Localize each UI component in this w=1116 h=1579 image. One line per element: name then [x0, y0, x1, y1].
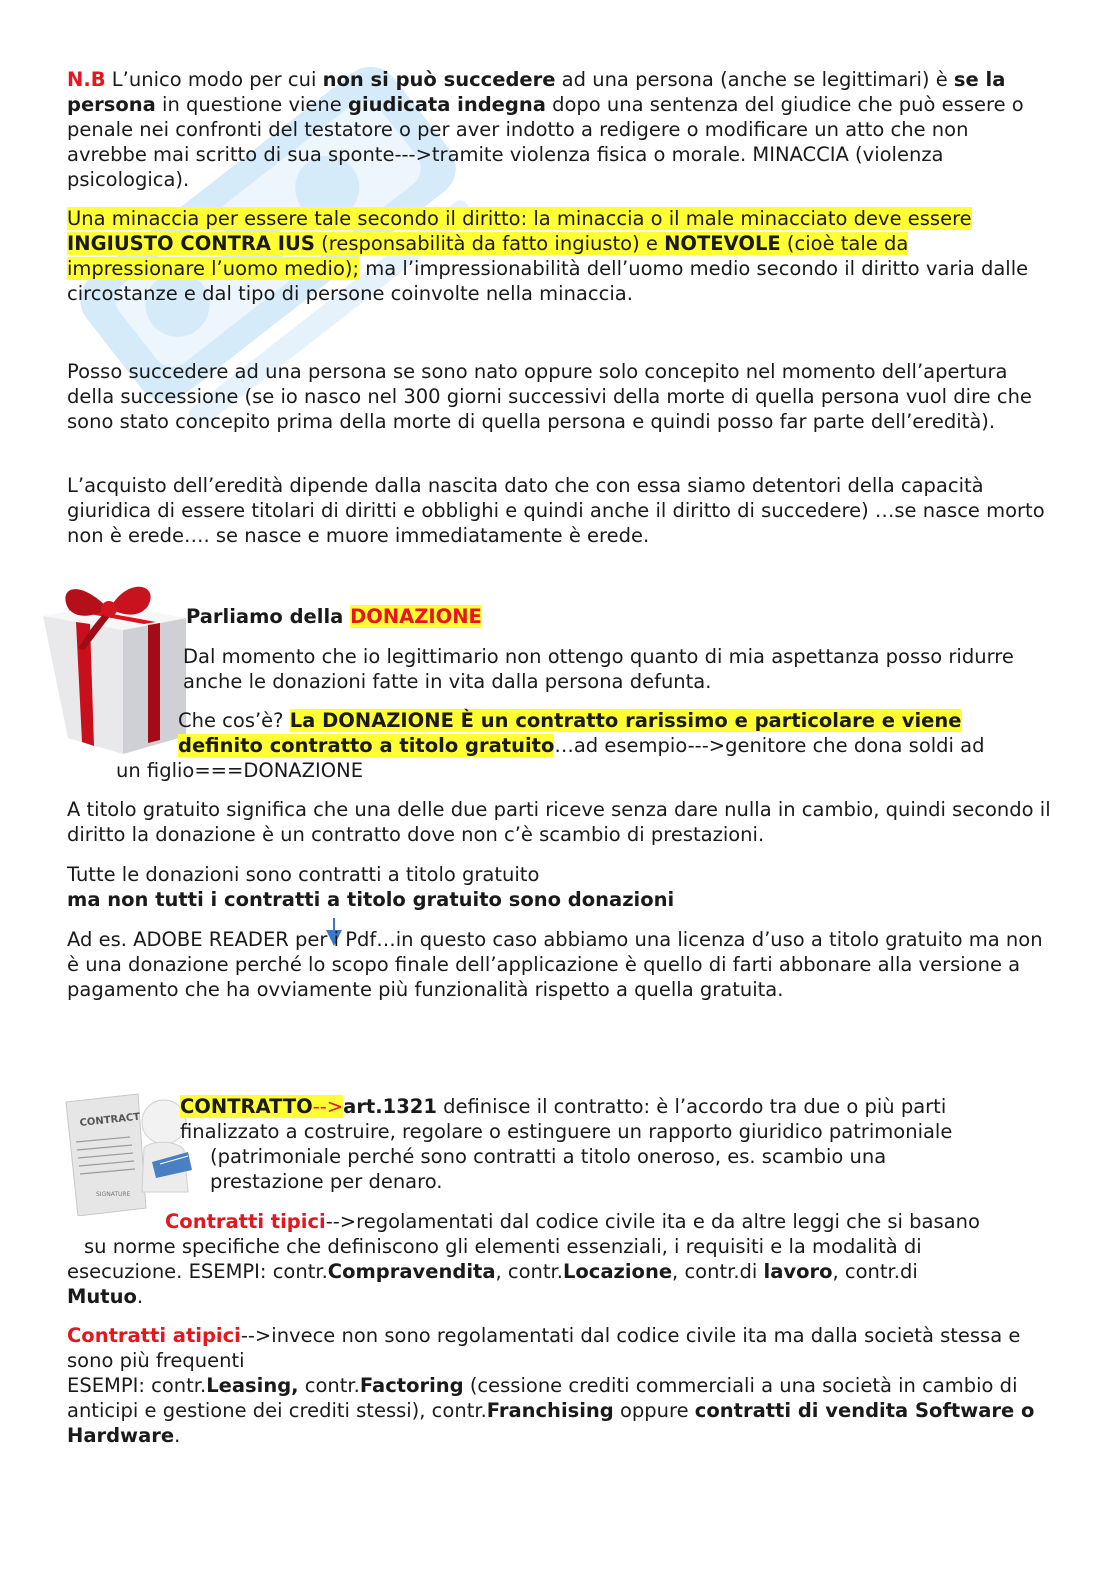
- donazione-title: [186, 604, 1056, 629]
- donazione-p1-text: Dal momento che io legittimario non ottengo quanto di mia aspettanza posso ridurre anche le donazioni fatte in vita dalla persona defunta.: [183, 645, 1014, 693]
- atipici-bold-1: Leasing,: [206, 1374, 299, 1397]
- nb-text-3: in questione viene: [155, 93, 348, 116]
- minaccia-highlight-3: (cioè tale da impressionare l’uomo medio);: [67, 232, 909, 280]
- minaccia-paragraph: [67, 206, 1052, 306]
- nb-bold-2: se la persona: [67, 68, 1006, 116]
- contratto-arrow: -->: [312, 1095, 344, 1118]
- donazione-definition: [178, 708, 1048, 758]
- tipici-bold-1: Compravendita: [327, 1260, 496, 1283]
- minaccia-text: ma l’impressionabilità dell’uomo medio secondo il diritto varia dalle circostanze e dal tipo di persone coinvolte nella minaccia.: [67, 257, 1029, 305]
- contratto-text-2: finalizzato a costruire, regolare o estinguere un rapporto giuridico patrimoniale: [180, 1120, 953, 1143]
- tipici-line2: [84, 1234, 1064, 1259]
- tipici-text-6: , contr.di: [832, 1260, 918, 1283]
- nb-text-2: ad una persona (anche se legittimari) è: [555, 68, 954, 91]
- minaccia-highlight-2: (responsabilità da fatto ingiusto) e: [314, 232, 665, 255]
- posso-text: Posso succedere ad una persona se sono nato oppure solo concepito nel momento dell’apertura della successione (se io nasco nel 300 giorni successivi della morte di quella persona vuol dire che sono stato concepito prima della morte di quella persona e quindi posso far parte dell’eredità).: [67, 360, 1032, 433]
- atipici-label: Contratti atipici: [67, 1324, 241, 1347]
- minaccia-highlight-1: Una minaccia per essere tale secondo il diritto: la minaccia o il male minacciato deve essere: [67, 207, 972, 230]
- contract-img-sig: SIGNATURE: [96, 1191, 131, 1198]
- minaccia-bold-1: INGIUSTO CONTRA IUS: [67, 232, 315, 255]
- contratto-text-3: (patrimoniale perché sono contratti a titolo oneroso, es. scambio una: [210, 1145, 887, 1168]
- nb-bold-1: non si può succedere: [322, 68, 556, 91]
- contratto-line3: [210, 1144, 1060, 1194]
- atipici-text-5: oppure: [613, 1399, 695, 1422]
- contratto-word: CONTRATTO: [180, 1095, 313, 1118]
- gift-icon: [38, 578, 188, 756]
- donazione-p3b-text: ma non tutti i contratti a titolo gratuito sono donazioni: [67, 888, 675, 911]
- tipici-text-2: su norme specifiche che definiscono gli elementi essenziali, i requisiti e la modalità di: [84, 1235, 922, 1258]
- atipici-bold-2: Factoring: [359, 1374, 464, 1397]
- nb-text-4: dopo una sentenza del giudice che può essere o penale nei confronti del testatore o per aver indotto a redigere o modificare un atto che non avrebbe mai scritto di sua sponte--->tramite violenza fisica o morale. MINACCIA (violenza psicologica).: [67, 93, 1024, 191]
- donazione-p3: [67, 862, 1052, 912]
- donazione-def-text: …ad esempio--->genitore che dona soldi ad: [554, 734, 985, 757]
- nb-label: N.B: [67, 68, 106, 91]
- donazione-p4: [67, 927, 1057, 1002]
- contratto-line1: [180, 1094, 1060, 1119]
- posso-paragraph: [67, 359, 1052, 434]
- donazione-p2: [67, 797, 1052, 847]
- atipici-text-3: contr.: [298, 1374, 360, 1397]
- donazione-p2-text: A titolo gratuito significa che una delle due parti riceve senza dare nulla in cambio, quindi secondo il diritto la donazione è un contratto dove non c’è scambio di prestazioni.: [67, 798, 1051, 846]
- atipici-paragraph: [67, 1323, 1057, 1448]
- atipici-text-4: (cessione crediti commerciali a una società in cambio di anticipi e gestione dei crediti stessi), contr.: [67, 1374, 1018, 1422]
- nb-bold-3: giudicata indegna: [347, 93, 546, 116]
- contract-img-label: CONTRACT: [79, 1111, 141, 1129]
- tipici-text-4: , contr.: [495, 1260, 563, 1283]
- tipici-label: Contratti tipici: [165, 1210, 326, 1233]
- atipici-text-6: .: [174, 1424, 181, 1447]
- donazione-def-text-2: un figlio===DONAZIONE: [116, 759, 364, 782]
- nb-paragraph: [67, 67, 1052, 192]
- contratto-line2: [180, 1119, 1060, 1144]
- tipici-text-7: .: [136, 1285, 144, 1308]
- acquisto-text: L’acquisto dell’eredità dipende dalla nascita dato che con essa siamo detentori della capacità giuridica di essere titolari di diritti e obblighi e quindi anche il diritto di succedere) …se nasce morto non è erede…. se nasce e muore immediatamente è erede.: [67, 474, 1045, 547]
- donazione-title-prefix: Parliamo della: [186, 605, 351, 628]
- tipici-line3: [67, 1259, 1057, 1309]
- donazione-def-bold: La DONAZIONE È un contratto rarissimo e particolare e viene definito contratto a titolo gratuito: [178, 709, 962, 757]
- donazione-p1: [183, 644, 1043, 694]
- contratto-text-1: definisce il contratto: è l’accordo tra due o più parti: [436, 1095, 947, 1118]
- minaccia-bold-2: NOTEVOLE: [664, 232, 781, 255]
- donazione-p4-text: Ad es. ADOBE READER per i Pdf…in questo caso abbiamo una licenza d’uso a titolo gratuito ma non è una donazione perché lo scopo finale dell’applicazione è quello di farti abbonare alla versione a pagamento che ha ovviamente più funzionalità rispetto a quella gratuita.: [67, 928, 1043, 1001]
- tipici-line1: [165, 1209, 1065, 1234]
- donazione-title-word: DONAZIONE: [350, 605, 482, 628]
- tipici-text-1: -->regolamentati dal codice civile ita e da altre leggi che si basano: [325, 1210, 980, 1233]
- tipici-bold-2: Locazione: [562, 1260, 673, 1283]
- tipici-bold-3: lavoro: [763, 1260, 833, 1283]
- tipici-text-3: esecuzione. ESEMPI: contr.: [67, 1260, 328, 1283]
- tipici-bold-4: Mutuo: [67, 1285, 137, 1308]
- contratto-art: art.1321: [343, 1095, 437, 1118]
- atipici-bold-3: Franchising: [486, 1399, 614, 1422]
- atipici-text-1: -->invece non sono regolamentati dal codice civile ita ma dalla società stessa e sono più frequenti: [67, 1324, 1021, 1372]
- acquisto-paragraph: [67, 473, 1052, 548]
- donazione-def-line3: [116, 758, 1016, 783]
- tipici-text-5: , contr.di: [672, 1260, 764, 1283]
- donazione-question: Che cos’è?: [178, 709, 290, 732]
- donazione-p3a-text: Tutte le donazioni sono contratti a titolo gratuito: [67, 863, 540, 886]
- atipici-bold-4: contratti di vendita Software o Hardware: [67, 1399, 1035, 1447]
- atipici-text-2: ESEMPI: contr.: [67, 1374, 207, 1397]
- contratto-text-4: prestazione per denaro.: [210, 1170, 443, 1193]
- nb-text-1: L’unico modo per cui: [105, 68, 323, 91]
